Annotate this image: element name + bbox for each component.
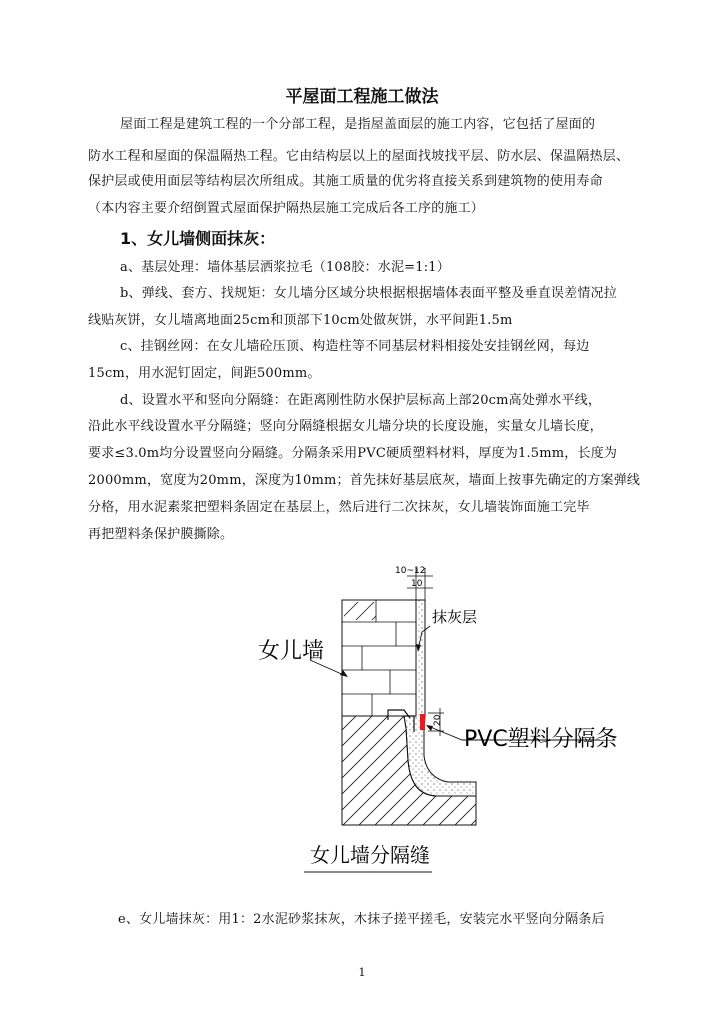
pvc-strip <box>420 714 425 730</box>
item-d-line-3: 要求≤3.0m均分设置竖向分隔缝。分隔条采用PVC硬质塑料材料，厚度为1.5mm，长度为 <box>88 446 618 461</box>
item-a: a、基层处理：墙体基层洒浆拉毛（108胶：水泥=1:1） <box>120 260 450 275</box>
item-e: e、女儿墙抹灰：用1：2水泥砂浆抹灰，木抹子搓平搓毛，安装完水平竖向分隔条后 <box>118 912 605 927</box>
item-d-line-1: d、设置水平和竖向分隔缝：在距离刚性防水保护层标高上部20cm高处弹水平线， <box>120 393 602 408</box>
intro-line-3: 保护层或使用面层等结构层次所组成。其施工质量的优劣将直接关系到建筑物的使用寿命 <box>88 174 603 189</box>
item-c-line-1: c、挂钢丝网：在女儿墙砼压顶、构造柱等不同基层材料相接处安挂钢丝网，每边 <box>120 339 590 354</box>
page-number: 1 <box>358 966 366 979</box>
intro-line-2: 防水工程和屋面的保温隔热工程。它由结构层以上的屋面找坡找平层、防水层、保温隔热层、 <box>88 149 630 164</box>
item-b-line-1: b、弹线、套方、找规矩：女儿墙分区域分块根据根据墙体表面平整及垂直误差情况拉 <box>120 286 617 301</box>
label-pvc-strip: PVC塑料分隔条 <box>464 727 618 752</box>
document-title: 平屋面工程施工做法 <box>285 87 439 107</box>
parapet-joint-diagram <box>0 560 724 900</box>
intro-line-1: 屋面工程是建筑工程的一个分部工程，是指屋盖面层的施工内容，它包括了屋面的 <box>120 117 596 132</box>
item-b-line-2: 线贴灰饼，女儿墙离地面25cm和顶部下10cm处做灰饼，水平间距1.5m <box>88 313 513 328</box>
strip-dimension-label: 20 <box>433 714 443 726</box>
parapet-wall-bricks <box>342 600 416 716</box>
figure-caption: 女儿墙分隔缝 <box>310 843 430 867</box>
intro-line-4: （本内容主要介绍倒置式屋面保护隔热层施工完成后各工序的施工） <box>88 201 485 216</box>
label-plaster-layer: 抹灰层 <box>432 608 478 626</box>
label-parapet-wall: 女儿墙 <box>258 639 325 664</box>
item-d-line-4: 2000mm，宽度为20mm，深度为10mm；首先抹好基层底灰，墙面上按事先确定的方案弹线 <box>88 473 641 488</box>
dimension-sub: 10 <box>411 579 423 589</box>
item-d-line-2: 沿此水平线设置水平分隔缝；竖向分隔缝根据女儿墙分块的长度设施，实量女儿墙长度， <box>88 419 603 434</box>
item-d-line-5: 分格，用水泥素浆把塑料条固定在基层上，然后进行二次抹灰，女儿墙装饰面施工完毕 <box>88 500 590 515</box>
item-c-line-2: 15cm，用水泥钉固定，间距500mm。 <box>88 366 321 381</box>
dimension-top: 10~12 <box>395 566 426 576</box>
section-heading: 1、女儿墙侧面抹灰： <box>120 229 276 248</box>
item-d-line-6: 再把塑料条保护膜撕除。 <box>88 527 234 542</box>
